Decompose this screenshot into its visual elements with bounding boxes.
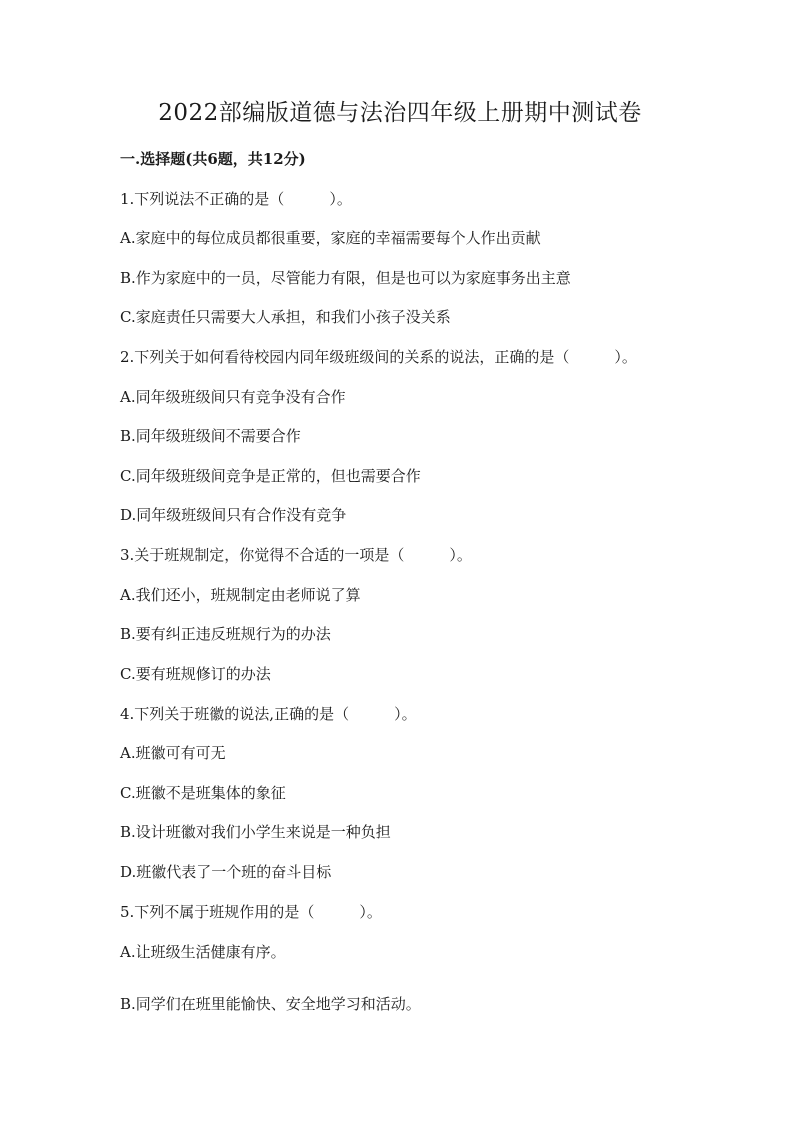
question-3: 3.关于班规制定，你觉得不合适的一项是（ ）。 xyxy=(120,546,472,564)
question-2-option-d: D.同年级班级间只有合作没有竞争 xyxy=(120,506,347,524)
question-1-option-c: C.家庭责任只需要大人承担，和我们小孩子没关系 xyxy=(120,308,451,326)
question-3-option-b: B.要有纠正违反班规行为的办法 xyxy=(120,625,331,643)
question-5-option-a: A.让班级生活健康有序。 xyxy=(120,943,286,961)
question-4-option-a: A.班徽可有可无 xyxy=(120,744,226,762)
question-2-option-a: A.同年级班级间只有竞争没有合作 xyxy=(120,388,346,406)
question-2: 2.下列关于如何看待校园内同年级班级间的关系的说法，正确的是（ ）。 xyxy=(120,348,637,366)
question-4-option-b: B.设计班徽对我们小学生来说是一种负担 xyxy=(120,823,391,841)
question-5: 5.下列不属于班规作用的是（ ）。 xyxy=(120,903,382,921)
question-3-option-a: A.我们还小，班规制定由老师说了算 xyxy=(120,586,361,604)
question-4-option-d: D.班徽代表了一个班的奋斗目标 xyxy=(120,863,332,881)
question-4-option-c: C.班徽不是班集体的象征 xyxy=(120,784,286,802)
question-4: 4.下列关于班徽的说法,正确的是（ ）。 xyxy=(120,705,417,723)
question-1: 1.下列说法不正确的是（ ）。 xyxy=(120,190,352,208)
question-2-option-c: C.同年级班级间竞争是正常的，但也需要合作 xyxy=(120,467,421,485)
question-5-option-b: B.同学们在班里能愉快、安全地学习和活动。 xyxy=(120,995,421,1013)
question-1-option-b: B.作为家庭中的一员，尽管能力有限，但是也可以为家庭事务出主意 xyxy=(120,269,571,287)
question-1-option-a: A.家庭中的每位成员都很重要，家庭的幸福需要每个人作出贡献 xyxy=(120,229,541,247)
page-title: 2022部编版道德与法治四年级上册期中测试卷 xyxy=(158,100,642,126)
question-2-option-b: B.同年级班级间不需要合作 xyxy=(120,427,301,445)
section-heading: 一.选择题(共6题，共12分) xyxy=(120,150,306,168)
question-3-option-c: C.要有班规修订的办法 xyxy=(120,665,271,683)
